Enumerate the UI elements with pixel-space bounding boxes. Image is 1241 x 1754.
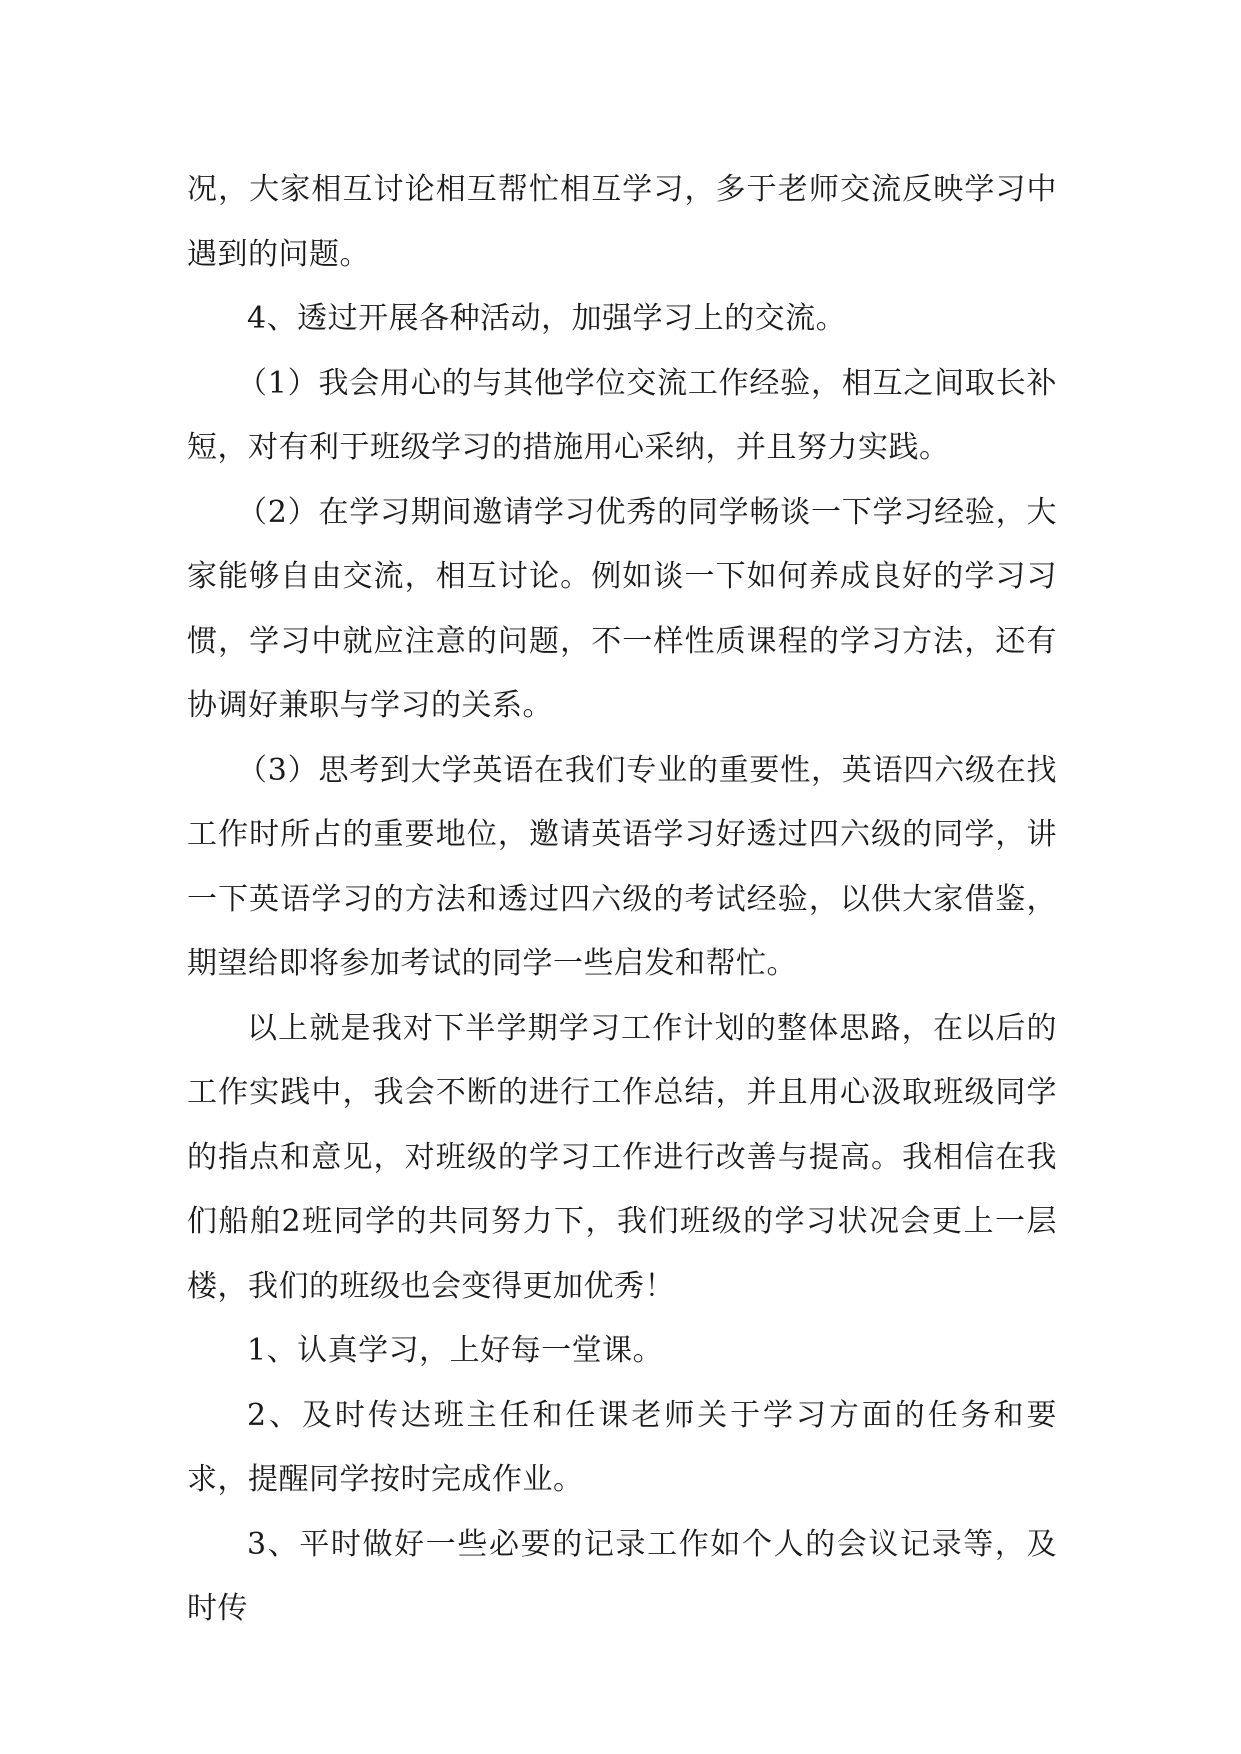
document-body xyxy=(187,158,1057,1642)
paragraph-item-4: 4、透过开展各种活动，加强学习上的交流。 xyxy=(247,301,847,336)
paragraph-subitem-2: （2）在学习期间邀请学习优秀的同学畅谈一下学习经验，大家能够自由交流，相互讨论。例如谈一下如何养成良好的学习习惯，学习中就应注意的问题，不一样性质课程的学习方法，还有协调好兼职与学习的关系。 xyxy=(187,494,1057,723)
paragraph-summary: 以上就是我对下半学期学习工作计划的整体思路，在以后的工作实践中，我会不断的进行工作总结，并且用心汲取班级同学的指点和意见，对班级的学习工作进行改善与提高。我相信在我们船舶2班同学的共同努力下，我们班级的学习状况会更上一层楼，我们的班级也会变得更加优秀！ xyxy=(187,1010,1057,1304)
paragraph-list-item-1: 1、认真学习，上好每一堂课。 xyxy=(247,1333,664,1368)
paragraph-continuation: 况，大家相互讨论相互帮忙相互学习，多于老师交流反映学习中遇到的问题。 xyxy=(187,172,1057,272)
paragraph-list-item-3: 3、平时做好一些必要的记录工作如个人的会议记录等，及时传 xyxy=(187,1526,1057,1626)
paragraph-subitem-1: （1）我会用心的与其他学位交流工作经验，相互之间取长补短，对有利于班级学习的措施用心采纳，并且努力实践。 xyxy=(187,365,1057,465)
paragraph-subitem-3: （3）思考到大学英语在我们专业的重要性，英语四六级在找工作时所占的重要地位，邀请英语学习好透过四六级的同学，讲一下英语学习的方法和透过四六级的考试经验，以供大家借鉴，期望给即将参加考试的同学一些启发和帮忙。 xyxy=(187,752,1057,981)
paragraph-list-item-2: 2、及时传达班主任和任课老师关于学习方面的任务和要求，提醒同学按时完成作业。 xyxy=(187,1397,1057,1497)
